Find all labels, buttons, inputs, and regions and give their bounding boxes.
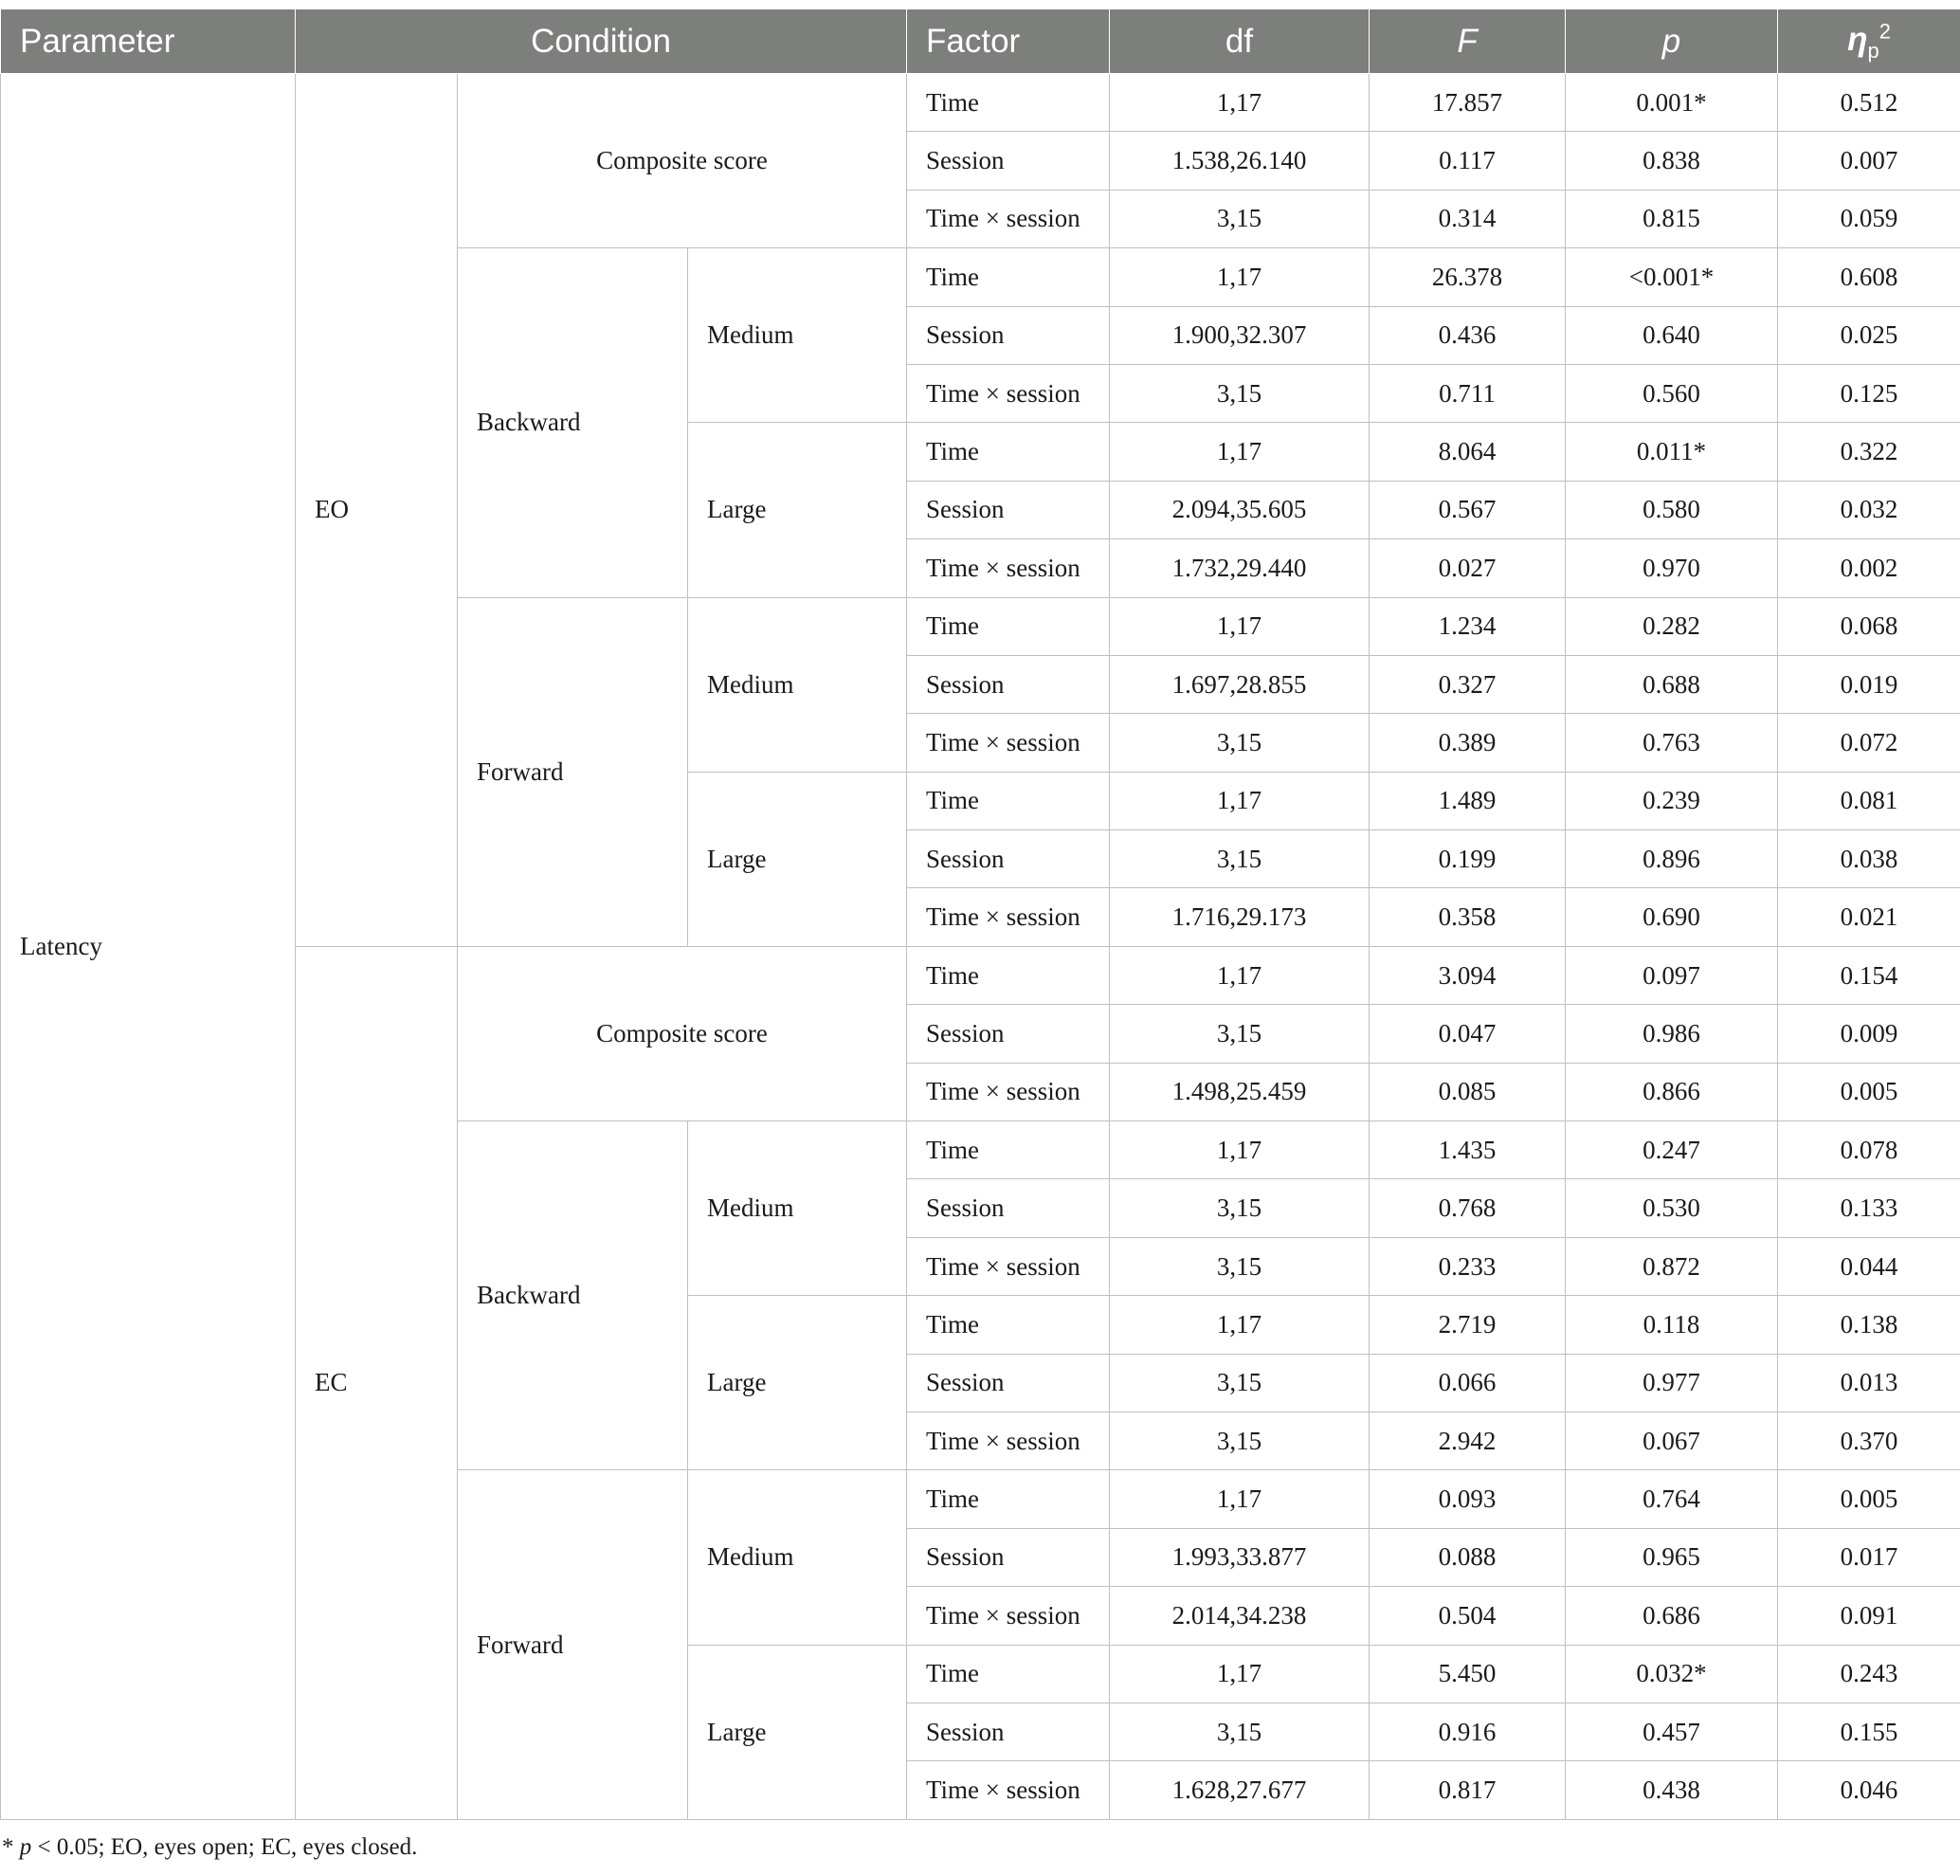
p-value-cell: 0.457: [1566, 1703, 1778, 1760]
df-cell: 1,17: [1110, 597, 1370, 655]
eta-squared-cell: 0.021: [1778, 888, 1960, 946]
footnote-p: p: [19, 1834, 32, 1860]
df-cell: 1.993,33.877: [1110, 1528, 1370, 1586]
f-value-cell: 0.768: [1370, 1179, 1566, 1237]
eta-squared-cell: 0.005: [1778, 1063, 1960, 1120]
eta-squared-cell: 0.081: [1778, 772, 1960, 829]
df-cell: 1.697,28.855: [1110, 655, 1370, 713]
p-value-cell: 0.965: [1566, 1528, 1778, 1586]
factor-cell: Session: [907, 830, 1110, 888]
f-value-cell: 0.504: [1370, 1587, 1566, 1645]
footnote-text: < 0.05; EO, eyes open; EC, eyes closed.: [31, 1834, 418, 1860]
f-value-cell: 0.117: [1370, 132, 1566, 190]
p-value-cell: 0.097: [1566, 946, 1778, 1004]
factor-cell: Time: [907, 1645, 1110, 1703]
factor-cell: Session: [907, 132, 1110, 190]
df-cell: 1.498,25.459: [1110, 1063, 1370, 1120]
df-cell: 2.014,34.238: [1110, 1587, 1370, 1645]
eta-squared-cell: 0.370: [1778, 1412, 1960, 1469]
eta-squared-cell: 0.002: [1778, 539, 1960, 597]
f-value-cell: 0.711: [1370, 364, 1566, 422]
factor-cell: Time: [907, 1470, 1110, 1528]
df-cell: 3,15: [1110, 1237, 1370, 1295]
eta-squared-cell: 0.068: [1778, 597, 1960, 655]
df-cell: 1,17: [1110, 946, 1370, 1004]
f-value-cell: 0.327: [1370, 655, 1566, 713]
df-cell: 3,15: [1110, 1703, 1370, 1760]
eta-squared-cell: 0.608: [1778, 248, 1960, 306]
factor-cell: Session: [907, 306, 1110, 364]
f-value-cell: 1.435: [1370, 1121, 1566, 1179]
eta-squared-cell: 0.007: [1778, 132, 1960, 190]
f-value-cell: 0.066: [1370, 1354, 1566, 1412]
composite-score-cell: Composite score: [458, 946, 907, 1120]
eta-squared-cell: 0.091: [1778, 1587, 1960, 1645]
perturbation-size-cell: Medium: [688, 248, 907, 423]
df-cell: 1,17: [1110, 74, 1370, 132]
factor-cell: Session: [907, 1703, 1110, 1760]
p-value-cell: 0.011*: [1566, 423, 1778, 481]
eta-squared-cell: 0.133: [1778, 1179, 1960, 1237]
factor-cell: Time × session: [907, 1587, 1110, 1645]
eta-squared-cell: 0.125: [1778, 364, 1960, 422]
df-cell: 1.538,26.140: [1110, 132, 1370, 190]
f-value-cell: 5.450: [1370, 1645, 1566, 1703]
df-cell: 1,17: [1110, 1121, 1370, 1179]
eta-squared-cell: 0.078: [1778, 1121, 1960, 1179]
df-cell: 3,15: [1110, 830, 1370, 888]
p-value-cell: 0.764: [1566, 1470, 1778, 1528]
header-eta: [1778, 9, 1960, 74]
eta-squared-cell: 0.046: [1778, 1761, 1960, 1819]
df-cell: 1.628,27.677: [1110, 1761, 1370, 1819]
p-value-cell: 0.763: [1566, 714, 1778, 772]
perturbation-size-cell: Large: [688, 423, 907, 597]
f-value-cell: 17.857: [1370, 74, 1566, 132]
f-value-cell: 0.916: [1370, 1703, 1566, 1760]
p-value-cell: 0.970: [1566, 539, 1778, 597]
eta-squared-cell: 0.038: [1778, 830, 1960, 888]
eta-squared-cell: 0.155: [1778, 1703, 1960, 1760]
f-value-cell: 0.093: [1370, 1470, 1566, 1528]
factor-cell: Time × session: [907, 1237, 1110, 1295]
header-row: [1, 9, 1960, 74]
f-value-cell: 1.234: [1370, 597, 1566, 655]
eta-squared-cell: 0.017: [1778, 1528, 1960, 1586]
df-cell: 3,15: [1110, 1179, 1370, 1237]
df-cell: 1.716,29.173: [1110, 888, 1370, 946]
df-cell: 1,17: [1110, 1645, 1370, 1703]
factor-cell: Time × session: [907, 888, 1110, 946]
eta-squared-cell: 0.013: [1778, 1354, 1960, 1412]
factor-cell: Time: [907, 772, 1110, 829]
footnote-star: *: [2, 1834, 20, 1860]
factor-cell: Session: [907, 481, 1110, 538]
p-value-cell: 0.872: [1566, 1237, 1778, 1295]
table-body: [1, 74, 1960, 1820]
p-value-cell: 0.067: [1566, 1412, 1778, 1469]
anova-table: [0, 9, 1960, 1820]
factor-cell: Session: [907, 655, 1110, 713]
df-cell: 3,15: [1110, 1412, 1370, 1469]
eta-squared-cell: 0.072: [1778, 714, 1960, 772]
eta-squared-cell: 0.005: [1778, 1470, 1960, 1528]
factor-cell: Time × session: [907, 1063, 1110, 1120]
eta-squared-cell: 0.032: [1778, 481, 1960, 538]
f-value-cell: 0.358: [1370, 888, 1566, 946]
factor-cell: Time × session: [907, 1761, 1110, 1819]
p-value-cell: 0.838: [1566, 132, 1778, 190]
df-cell: 3,15: [1110, 190, 1370, 247]
eta-symbol: η: [1847, 20, 1868, 58]
df-cell: 3,15: [1110, 1354, 1370, 1412]
factor-cell: Time: [907, 423, 1110, 481]
p-value-cell: 0.640: [1566, 306, 1778, 364]
factor-cell: Time × session: [907, 1412, 1110, 1469]
perturbation-size-cell: Medium: [688, 597, 907, 772]
direction-cell: Backward: [458, 248, 688, 597]
p-value-cell: 0.688: [1566, 655, 1778, 713]
f-value-cell: 3.094: [1370, 946, 1566, 1004]
factor-cell: Session: [907, 1354, 1110, 1412]
factor-cell: Session: [907, 1179, 1110, 1237]
p-value-cell: <0.001*: [1566, 248, 1778, 306]
header-df: df: [1110, 9, 1370, 74]
factor-cell: Time: [907, 1121, 1110, 1179]
f-value-cell: 0.389: [1370, 714, 1566, 772]
factor-cell: Time: [907, 1296, 1110, 1354]
eta-subscript: p: [1867, 38, 1879, 63]
direction-cell: Forward: [458, 1470, 688, 1819]
eta-squared-cell: 0.243: [1778, 1645, 1960, 1703]
p-value-cell: 0.580: [1566, 481, 1778, 538]
header-f: F: [1370, 9, 1566, 74]
p-value-cell: 0.977: [1566, 1354, 1778, 1412]
factor-cell: Time: [907, 248, 1110, 306]
table-row: [1, 74, 1960, 132]
perturbation-size-cell: Large: [688, 772, 907, 946]
f-value-cell: 2.719: [1370, 1296, 1566, 1354]
composite-score-cell: Composite score: [458, 74, 907, 248]
df-cell: 1,17: [1110, 248, 1370, 306]
df-cell: 1,17: [1110, 423, 1370, 481]
p-value-cell: 0.815: [1566, 190, 1778, 247]
f-value-cell: 8.064: [1370, 423, 1566, 481]
df-cell: 3,15: [1110, 364, 1370, 422]
p-value-cell: 0.690: [1566, 888, 1778, 946]
p-value-cell: 0.282: [1566, 597, 1778, 655]
factor-cell: Session: [907, 1005, 1110, 1063]
eyes-condition-cell: EO: [296, 74, 458, 947]
header-parameter: Parameter: [1, 9, 296, 74]
df-cell: 1,17: [1110, 1470, 1370, 1528]
p-value-cell: 0.560: [1566, 364, 1778, 422]
f-value-cell: 0.233: [1370, 1237, 1566, 1295]
eyes-condition-cell: EC: [296, 946, 458, 1819]
eta-squared-cell: 0.044: [1778, 1237, 1960, 1295]
direction-cell: Forward: [458, 597, 688, 946]
df-cell: 3,15: [1110, 714, 1370, 772]
f-value-cell: 26.378: [1370, 248, 1566, 306]
df-cell: 1,17: [1110, 1296, 1370, 1354]
f-value-cell: 0.436: [1370, 306, 1566, 364]
eta-squared-cell: 0.138: [1778, 1296, 1960, 1354]
perturbation-size-cell: Medium: [688, 1121, 907, 1296]
header-condition: Condition: [296, 9, 907, 74]
factor-cell: Time: [907, 597, 1110, 655]
factor-cell: Time × session: [907, 190, 1110, 247]
f-value-cell: 1.489: [1370, 772, 1566, 829]
df-cell: 1.732,29.440: [1110, 539, 1370, 597]
p-value-cell: 0.530: [1566, 1179, 1778, 1237]
p-value-cell: 0.896: [1566, 830, 1778, 888]
df-cell: 2.094,35.605: [1110, 481, 1370, 538]
p-value-cell: 0.986: [1566, 1005, 1778, 1063]
parameter-cell: Latency: [1, 74, 296, 1820]
f-value-cell: 0.085: [1370, 1063, 1566, 1120]
df-cell: 3,15: [1110, 1005, 1370, 1063]
f-value-cell: 0.047: [1370, 1005, 1566, 1063]
perturbation-size-cell: Large: [688, 1645, 907, 1819]
eta-squared-cell: 0.009: [1778, 1005, 1960, 1063]
perturbation-size-cell: Medium: [688, 1470, 907, 1645]
p-value-cell: 0.247: [1566, 1121, 1778, 1179]
factor-cell: Session: [907, 1528, 1110, 1586]
eta-squared-cell: 0.154: [1778, 946, 1960, 1004]
p-value-cell: 0.118: [1566, 1296, 1778, 1354]
factor-cell: Time × session: [907, 539, 1110, 597]
f-value-cell: 0.027: [1370, 539, 1566, 597]
factor-cell: Time: [907, 946, 1110, 1004]
df-cell: 1,17: [1110, 772, 1370, 829]
eta-squared-cell: 0.512: [1778, 74, 1960, 132]
eta-squared-cell: 0.059: [1778, 190, 1960, 247]
p-value-cell: 0.686: [1566, 1587, 1778, 1645]
f-value-cell: 0.199: [1370, 830, 1566, 888]
p-value-cell: 0.239: [1566, 772, 1778, 829]
footnote: [2, 1834, 417, 1861]
eta-squared-cell: 0.322: [1778, 423, 1960, 481]
f-value-cell: 0.314: [1370, 190, 1566, 247]
header-p: p: [1566, 9, 1778, 74]
direction-cell: Backward: [458, 1121, 688, 1470]
f-value-cell: 0.567: [1370, 481, 1566, 538]
p-value-cell: 0.032*: [1566, 1645, 1778, 1703]
f-value-cell: 0.088: [1370, 1528, 1566, 1586]
df-cell: 1.900,32.307: [1110, 306, 1370, 364]
factor-cell: Time: [907, 74, 1110, 132]
eta-squared-cell: 0.025: [1778, 306, 1960, 364]
eta-squared-cell: 0.019: [1778, 655, 1960, 713]
header-factor: Factor: [907, 9, 1110, 74]
factor-cell: Time × session: [907, 364, 1110, 422]
f-value-cell: 0.817: [1370, 1761, 1566, 1819]
perturbation-size-cell: Large: [688, 1296, 907, 1470]
table-row: [1, 946, 1960, 1004]
f-value-cell: 2.942: [1370, 1412, 1566, 1469]
p-value-cell: 0.866: [1566, 1063, 1778, 1120]
p-value-cell: 0.438: [1566, 1761, 1778, 1819]
factor-cell: Time × session: [907, 714, 1110, 772]
eta-superscript: 2: [1878, 19, 1891, 44]
p-value-cell: 0.001*: [1566, 74, 1778, 132]
